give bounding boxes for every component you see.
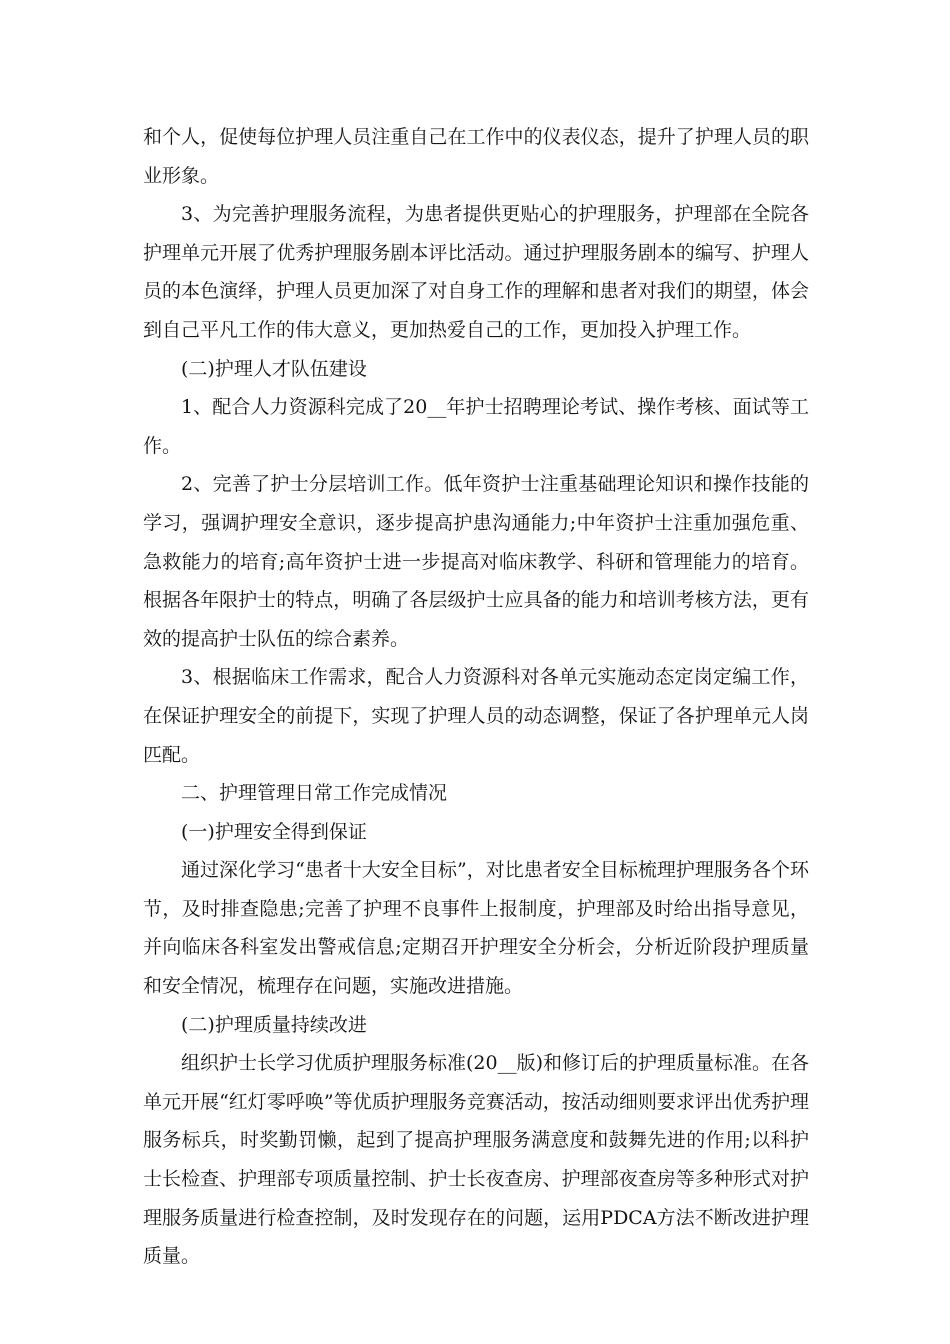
section-heading: (二)护理人才队伍建设 xyxy=(181,357,367,380)
paragraph: 3、为完善护理服务流程，为患者提供更贴心的护理服务，护理部在全院各护理单元开展了优秀护理服务剧本评比活动。通过护理服务剧本的编写、护理人员的本色演绎，护理人员更加深了对自身工作的理解和患者对我们的期望，体会到自己平凡工作的伟大意义，更加热爱自己的工作，更加投入护理工作。 xyxy=(143,203,809,341)
paragraph: 和个人，促使每位护理人员注重自己在工作中的仪表仪态，提升了护理人员的职业形象。 xyxy=(143,126,809,187)
section-heading: (二)护理质量持续改进 xyxy=(181,1013,367,1036)
paragraph: 2、完善了护士分层培训工作。低年资护士注重基础理论知识和操作技能的学习，强调护理安全意识，逐步提高护患沟通能力;中年资护士注重加强危重、急救能力的培育;高年资护士进一步提高对临床教学、科研和管理能力的培育。根据各年限护士的特点，明确了各层级护士应具备的能力和培训考核方法，更有效的提高护士队伍的综合素养。 xyxy=(143,473,809,650)
document-body xyxy=(143,118,809,1276)
section-heading: 二、护理管理日常工作完成情况 xyxy=(181,782,448,805)
paragraph: 1、配合人力资源科完成了20__年护士招聘理论考试、操作考核、面试等工作。 xyxy=(143,396,809,457)
paragraph: 组织护士长学习优质护理服务标准(20__版)和修订后的护理质量标准。在各单元开展“红灯零呼唤”等优质护理服务竞赛活动，按活动细则要求评出优秀护理服务标兵，时奖勤罚懒，起到了提高护理服务满意度和鼓舞先进的作用;以科护士长检查、护理部专项质量控制、护士长夜查房、护理部夜查房等多种形式对护理服务质量进行检查控制，及时发现存在的问题，运用PDCA方法不断改进护理质量。 xyxy=(143,1052,810,1268)
paragraph: 通过深化学习“患者十大安全目标”，对比患者安全目标梳理护理服务各个环节，及时排查隐患;完善了护理不良事件上报制度，护理部及时给出指导意见，并向临床各科室发出警戒信息;定期召开护理安全分析会，分析近阶段护理质量和安全情况，梳理存在问题，实施改进措施。 xyxy=(143,859,809,998)
section-heading: (一)护理安全得到保证 xyxy=(181,820,367,843)
paragraph: 3、根据临床工作需求，配合人力资源科对各单元实施动态定岗定编工作，在保证护理安全的前提下，实现了护理人员的动态调整，保证了各护理单元人岗匹配。 xyxy=(143,666,809,766)
